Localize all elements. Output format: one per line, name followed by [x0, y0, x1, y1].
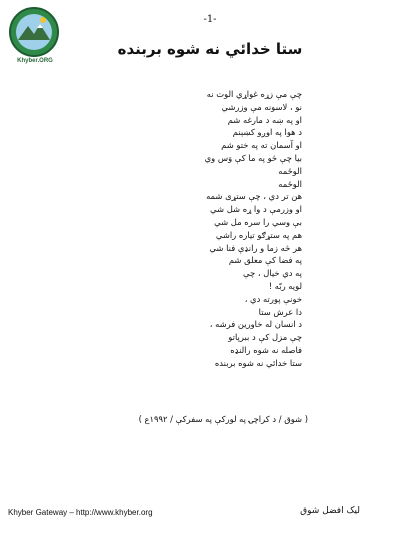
footer-site-link[interactable]: Khyber Gateway – http://www.khyber.org [8, 508, 153, 517]
page-number: -1- [203, 14, 217, 25]
poem-line: فاصله نه شوه رالنډه [230, 344, 302, 355]
poem-line: د انسان له خاورین فرشه ، [209, 319, 302, 330]
poem-line: چې مزل کې د ببرپاتو [228, 332, 302, 343]
source-note: ( شوق / د کراچۍ په لورکې په سفرکې / ١٩٩٢ع ) [138, 414, 308, 424]
poem-body [122, 88, 302, 370]
poem-line: لویه ربّه ! [268, 280, 302, 291]
poem-line: د هوا په اوږو کښېنم [232, 127, 302, 138]
poem-line: چې مې زړه غواړي الوت نه [206, 89, 302, 99]
poem-line: هن تر دي ، چې ستړی شمه [206, 191, 302, 202]
poem-line: الوځمه [278, 165, 302, 176]
poem-line: هم په ستړګو تیاره راشي [215, 229, 302, 240]
poem-line: خونې پورته دي ، [244, 293, 302, 304]
logo-caption: Khyber.ORG [17, 58, 53, 64]
poem-line: بې وسي را سره مل شي [214, 216, 302, 227]
poem-line: او وزرمې د وا ړه شل شي [210, 204, 302, 215]
footer-author: لیک افضل شوق [300, 506, 360, 516]
poem-line: دا عرش ستا [258, 306, 302, 317]
poem-line: او آسمان ته په ختو شم [221, 140, 302, 151]
poem-title: ستا خدائي نه شوه بربنده [117, 40, 303, 58]
poem-line: په دي خیال ، چې [243, 268, 302, 279]
poem-line: الوځمه [278, 178, 302, 189]
poem-line: په فضا کې معلق شم [228, 255, 302, 266]
poem-line: او په ښه د مارغه شم [227, 114, 302, 125]
poem-line: هر څه زما و رانډې فنا شي [209, 242, 302, 253]
poem-line: نو ، لاسونه مې وزرشي [221, 101, 302, 112]
poem-line: ستا خدائي نه شوه بربنده [214, 357, 302, 368]
poem-line: بیا چې څو په ما کې وَس وي [204, 152, 302, 163]
